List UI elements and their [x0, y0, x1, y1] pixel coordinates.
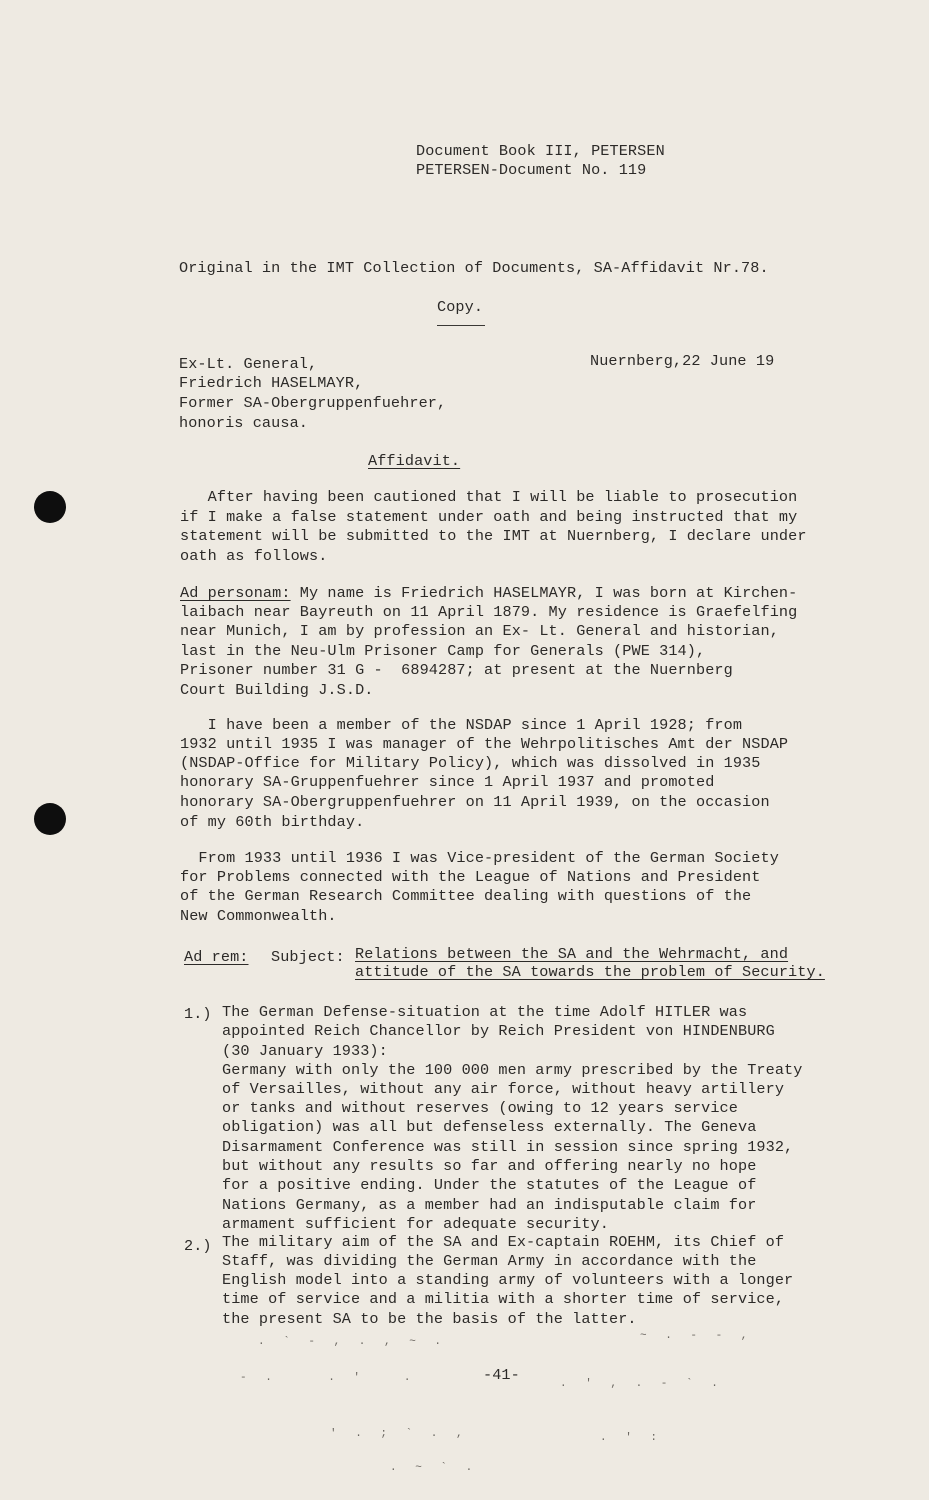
intro-line: if I make a false statement under oath and being instructed that my — [180, 508, 798, 526]
item-line: appointed Reich Chancellor by Reich President von HINDENBURG — [222, 1022, 775, 1040]
item-line: (30 January 1933): — [222, 1042, 388, 1060]
membership-line: I have been a member of the NSDAP since 1 April 1928; from — [180, 716, 743, 734]
bleed-through-marks: - . . ' . — [240, 1372, 417, 1384]
item-number: 2.) — [184, 1237, 212, 1255]
item-line: Disarmament Conference was still in session since spring 1932, — [222, 1138, 794, 1156]
item-line: The German Defense-situation at the time Adolf HITLER was — [222, 1003, 748, 1021]
membership-line: (NSDAP-Office for Military Policy), which was dissolved in 1935 — [180, 754, 761, 772]
ad-rem-label: Ad rem: — [184, 948, 249, 966]
punch-hole — [34, 491, 66, 523]
membership-line: honorary SA-Obergruppenfuehrer on 11 April 1939, on the occasion — [180, 793, 770, 811]
subject-label: Subject: — [271, 948, 345, 966]
copy-label: Copy. — [437, 298, 484, 316]
item-line: Nations Germany, as a member had an indisputable claim for — [222, 1196, 757, 1214]
document-book-header: Document Book III, PETERSEN — [416, 142, 665, 160]
membership-line: honorary SA-Gruppenfuehrer since 1 April 1937 and promoted — [180, 773, 715, 791]
item-line: obligation) was all but defenseless externally. The Geneva — [222, 1118, 757, 1136]
sender-line: Ex-Lt. General, — [179, 355, 318, 373]
personam-line: Prisoner number 31 G - 6894287; at present at the Nuernberg — [180, 661, 733, 679]
place-date: Nuernberg,22 June 19 — [590, 352, 775, 370]
bleed-through-marks: ' . ; ` . , — [330, 1428, 469, 1440]
item-line: or tanks and without reserves (owing to 12 years service — [222, 1099, 738, 1117]
vice-president-line: for Problems connected with the League of Nations and President — [180, 868, 761, 886]
item-line: the present SA to be the basis of the latter. — [222, 1310, 637, 1328]
membership-line: of my 60th birthday. — [180, 813, 365, 831]
bleed-through-marks: . ' : — [600, 1432, 664, 1444]
vice-president-line: New Commonwealth. — [180, 907, 337, 925]
personam-line: near Munich, I am by profession an Ex- Lt. General and historian, — [180, 622, 779, 640]
item-line: The military aim of the SA and Ex-captain ROEHM, its Chief of — [222, 1233, 785, 1251]
bleed-through-marks: . ' , . - ` . — [560, 1378, 724, 1390]
vice-president-line: From 1933 until 1936 I was Vice-president of the German Society — [180, 849, 779, 867]
item-line: armament sufficient for adequate security. — [222, 1215, 609, 1233]
item-line: time of service and a militia with a shorter time of service, — [222, 1290, 785, 1308]
affidavit-title: Affidavit. — [368, 452, 461, 470]
item-line: Germany with only the 100 000 men army prescribed by the Treaty — [222, 1061, 803, 1079]
origin-line: Original in the IMT Collection of Documents, SA-Affidavit Nr.78. — [179, 259, 769, 277]
item-line: of Versailles, without any air force, without heavy artillery — [222, 1080, 785, 1098]
document-number-header: PETERSEN-Document No. 119 — [416, 161, 647, 179]
item-line: but without any results so far and offering nearly no hope — [222, 1157, 757, 1175]
personam-first-line: Ad personam: My name is Friedrich HASELMAYR, I was born at Kirchen- — [180, 584, 798, 602]
item-number: 1.) — [184, 1005, 212, 1023]
intro-line: After having been cautioned that I will be liable to prosecution — [180, 488, 798, 506]
bleed-through-marks: . ` - , . , ~ . — [258, 1336, 448, 1348]
sender-line: Former SA-Obergruppenfuehrer, — [179, 394, 447, 412]
intro-line: statement will be submitted to the IMT at Nuernberg, I declare under — [180, 527, 807, 545]
item-line: Staff, was dividing the German Army in accordance with the — [222, 1252, 757, 1270]
membership-line: 1932 until 1935 I was manager of the Wehrpolitisches Amt der NSDAP — [180, 735, 789, 753]
vice-president-line: of the German Research Committee dealing with questions of the — [180, 887, 752, 905]
bleed-through-marks: ~ . - - , — [640, 1330, 754, 1342]
punch-hole — [34, 803, 66, 835]
subject-line: Relations between the SA and the Wehrmacht, and — [355, 945, 789, 963]
sender-line: Friedrich HASELMAYR, — [179, 374, 364, 392]
personam-line: Court Building J.S.D. — [180, 681, 374, 699]
personam-line: last in the Neu-Ulm Prisoner Camp for Generals (PWE 314), — [180, 642, 706, 660]
sender-line: honoris causa. — [179, 414, 308, 432]
personam-line: laibach near Bayreuth on 11 April 1879. My residence is Graefelfing — [180, 603, 798, 621]
item-line: for a positive ending. Under the statutes of the League of — [222, 1176, 757, 1194]
intro-line: oath as follows. — [180, 547, 328, 565]
ad-personam-label: Ad personam: — [180, 584, 291, 602]
subject-line: attitude of the SA towards the problem of Security. — [355, 963, 825, 981]
copy-underline — [437, 325, 485, 326]
page-number: -41- — [483, 1366, 520, 1384]
item-line: English model into a standing army of volunteers with a longer — [222, 1271, 794, 1289]
bleed-through-marks: . ~ ` . — [390, 1462, 479, 1474]
